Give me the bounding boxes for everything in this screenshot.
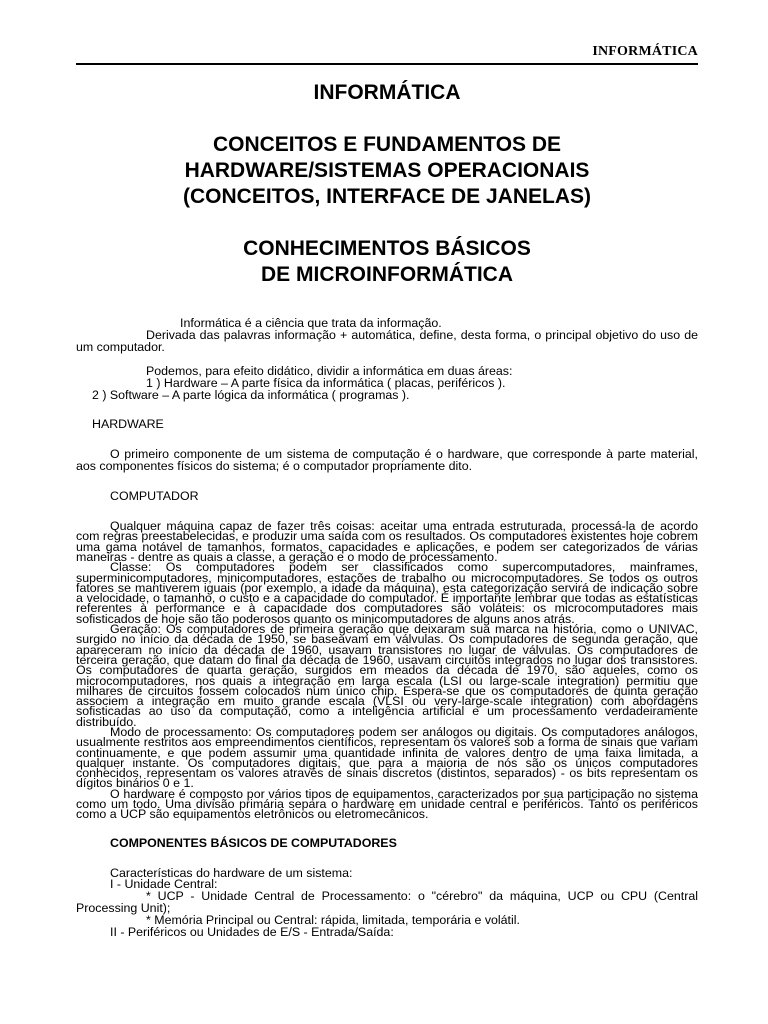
computador-label: COMPUTADOR: [110, 489, 199, 504]
subtitle-1-line-1: CONCEITOS E FUNDAMENTOS DE: [212, 133, 562, 156]
componentes-subitem-ucp: * UCP - Unidade Central de Processamento: o "cérebro" da máquina, UCP ou CPU (Central Processing Unit);: [76, 889, 698, 916]
computador-paragraph-geracao: Geração: Os computadores de primeira geração que deixaram sua marca na história, como o UNIVAC, surgido no início da década de 1950, se baseavam em válvulas. Os computadores de segunda geração, que apareceram no início da década de 1960, usavam transistores no lugar de válvulas. Os computadores de terceira geração, que datam do final da década de 1960, usavam circuitos integrados no lugar dos transistores. Os computadores de quarta geração, surgidos em meados da década de 1970, são aqueles, como os microcomputadores, nos quais a integração em larga escala (LSI ou large-scale integration) permitiu que milhares de circuitos fossem colocados num único chip. Espera-se que os computadores de quinta geração associem a integração em muito grande escala (VLSI ou very-large-scale integration) com abordagens sofisticadas ao uso da computação, como a inteligência artificial e um processamento verdadeiramente distribuído.: [76, 622, 698, 729]
subtitle-1-line-2: HARDWARE/SISTEMAS OPERACIONAIS: [184, 159, 590, 182]
subtitle-2-line-2: DE MICROINFORMÁTICA: [261, 263, 513, 286]
section-title-componentes: COMPONENTES BÁSICOS DE COMPUTADORES: [110, 835, 397, 850]
intro-item-1: 1 ) Hardware – A parte física da informática ( placas, periféricos ).: [146, 375, 506, 390]
page-title: INFORMÁTICA: [313, 81, 461, 104]
body-content: [76, 318, 698, 939]
componentes-intro: Características do hardware de um sistema:: [110, 865, 353, 880]
intro-paragraph-3: Podemos, para efeito didático, dividir a informática em duas áreas:: [146, 363, 513, 378]
intro-paragraph-2: Derivada das palavras informação + automática, define, desta forma, o principal objetivo do uso de um computador.: [76, 327, 698, 354]
componentes-subitem-memoria: * Memória Principal ou Central: rápida, limitada, temporária e volátil.: [146, 913, 520, 928]
hardware-paragraph: O primeiro componente de um sistema de computação é o hardware, que corresponde à parte material, aos componentes físicos do sistema; é o computador propriamente dito.: [76, 447, 698, 474]
computador-paragraph-classe: Classe: Os computadores podem ser classificados como supercomputadores, mainframes, superminicomputadores, minicomputadores, estações de trabalho ou microcomputadores. Se todos os outros fatores se mantiverem iguais (por exemplo, a idade da máquina), esta categorização servirá de indicação sobre a velocidade, o tamanho, o custo e a capacidade do computador. É importante lembrar que todas as estatísticas referentes à performance e à capacidade dos computadores são voláteis: os microcomputadores mais sofisticados de hoje são tão poderosos quanto os minicomputadores de alguns anos atrás.: [76, 560, 698, 626]
intro-paragraph-1: Informática é a ciência que trata da informação.: [180, 316, 442, 330]
intro-item-2: 2 ) Software – A parte lógica da informática ( programas ).: [92, 387, 410, 402]
running-header: INFORMÁTICA: [592, 44, 698, 59]
componentes-item-perifericos: II - Periféricos ou Unidades de E/S - Entrada/Saída:: [110, 925, 394, 940]
subtitle-1-line-3: (CONCEITOS, INTERFACE DE JANELAS): [183, 185, 591, 208]
componentes-list: [76, 865, 698, 940]
componentes-item-unidade-central: I - Unidade Central:: [110, 877, 218, 892]
subtitle-2-line-1: CONHECIMENTOS BÁSICOS: [243, 237, 531, 260]
subtitle-2: [76, 236, 698, 288]
computador-paragraph-1: Qualquer máquina capaz de fazer três coisas: aceitar uma entrada estruturada, processá-la de acordo com regras preestabelecidas, e produzir uma saída com os resultados. Os computadores existentes hoje cobrem uma gama notável de tamanhos, formatos, capacidades e aplicações, e podem ser categorizados de várias maneiras - dentre as quais a classe, a geração e o modo de processamento.: [76, 519, 698, 564]
header-rule: [76, 63, 698, 65]
hardware-label: HARDWARE: [92, 417, 164, 432]
title-block: [76, 80, 698, 314]
computador-paragraph-modo: Modo de processamento: Os computadores podem ser análogos ou digitais. Os computadores análogos, usualmente restritos aos empreendimentos científicos, representam os valores sob a forma de sinais que variam continuamente, e que podem assumir uma quantidade infinita de valores dentro de uma faixa limitada, a qualquer instante. Os computadores digitais, que para a maioria de nós são os únicos computadores conhecidos, representam os valores através de sinais discretos (distintos, separados) - os bits representam os dígitos binários 0 e 1.: [76, 725, 698, 791]
computador-paragraph-hardware: O hardware é composto por vários tipos de equipamentos, caracterizados por sua participação no sistema como um todo. Uma divisão primária separa o hardware em unidade central e periféricos. Tanto os periféricos como a UCP são equipamentos eletrônicos ou eletromecânicos.: [76, 786, 698, 822]
subtitle-1: [76, 132, 698, 210]
